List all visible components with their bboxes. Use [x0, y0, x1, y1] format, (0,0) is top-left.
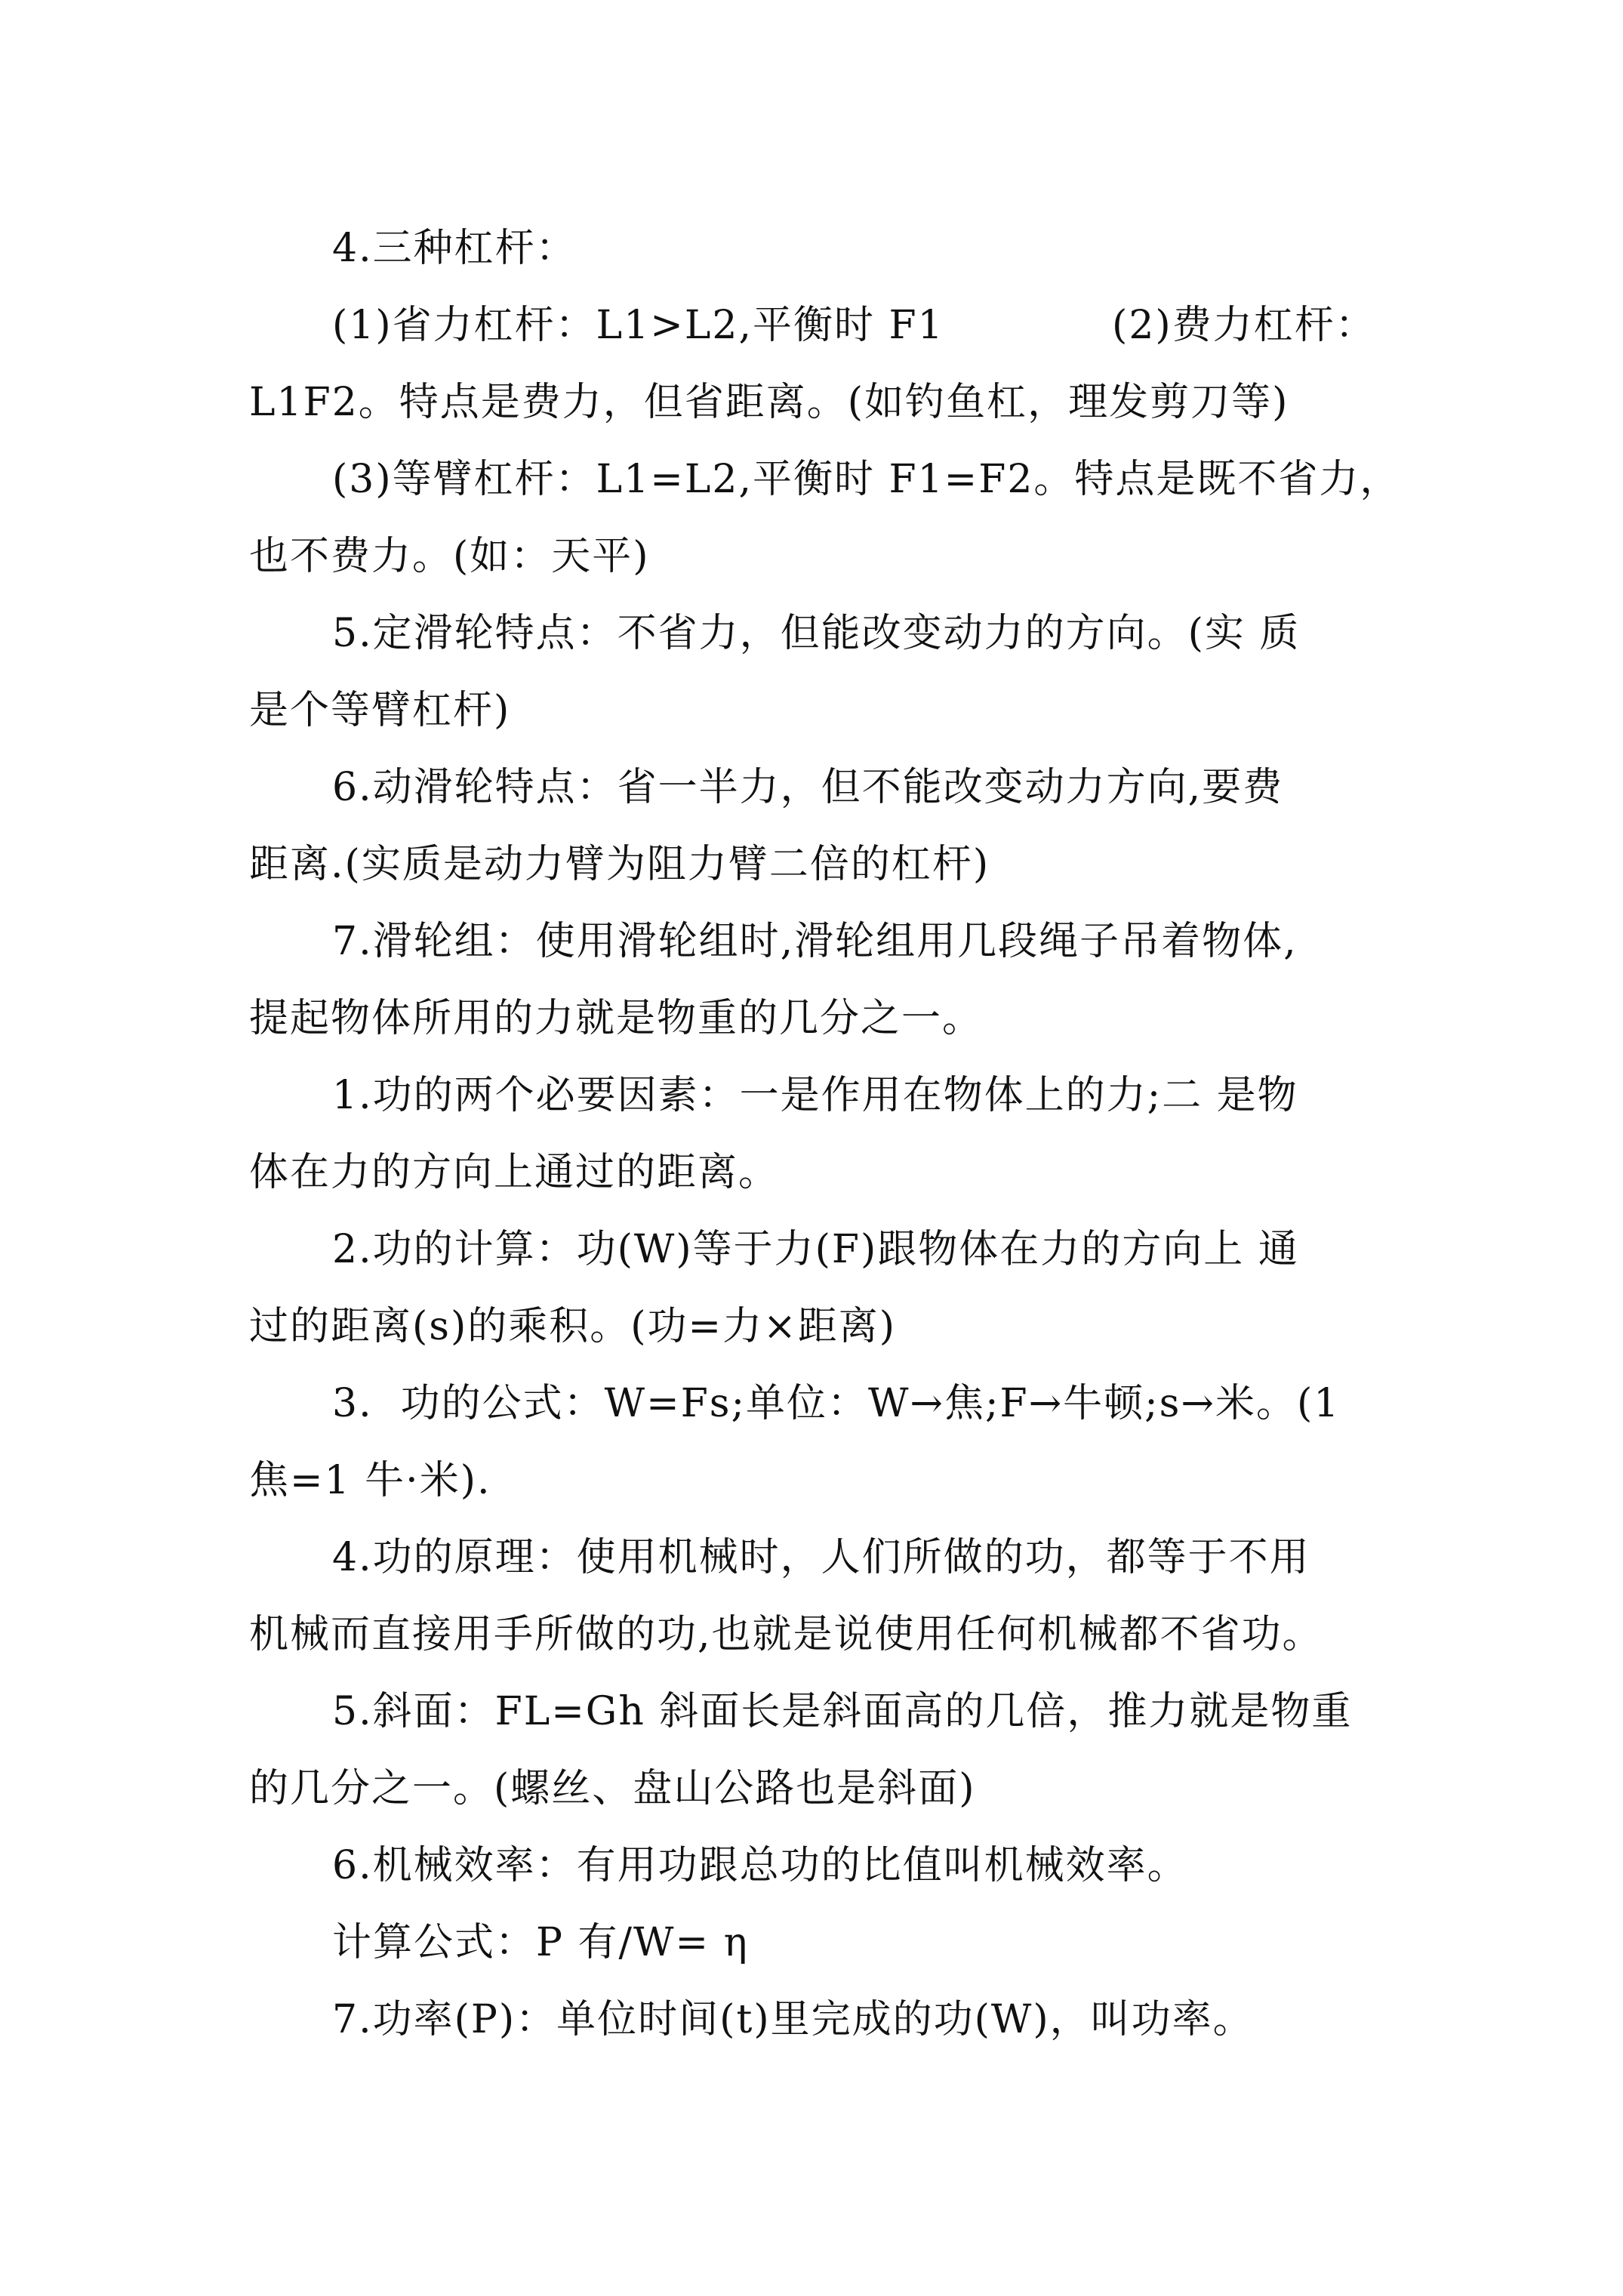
paragraph-line: (3)等臂杠杆：L1=L2,平衡时 F1=F2。特点是既不省力，	[332, 457, 1401, 502]
paragraph-line: 3. 功的公式：W=Fs;单位：W→焦;F→牛顿;s→米。(1	[332, 1381, 1341, 1426]
paragraph-line: 6.机械效率：有用功跟总功的比值叫机械效率。	[332, 1843, 1188, 1888]
paragraph-line: 距离.(实质是动力臂为阻力臂二倍的杠杆)	[249, 842, 990, 887]
paragraph-line: 5.斜面：FL=Gh 斜面长是斜面高的几倍，推力就是物重	[332, 1689, 1353, 1734]
paragraph-line: 5.定滑轮特点：不省力，但能改变动力的方向。(实 质	[332, 611, 1301, 656]
paragraph-line: 的几分之一。(螺丝、盘山公路也是斜面)	[249, 1766, 976, 1811]
paragraph-line: 焦=1 牛·米).	[249, 1458, 491, 1503]
paragraph-line: (1)省力杠杆：L1>L2,平衡时 F1 (2)费力杠杆：	[332, 303, 1376, 348]
paragraph-line: 4.功的原理：使用机械时，人们所做的功，都等于不用	[332, 1535, 1310, 1580]
paragraph-line: 提起物体所用的力就是物重的几分之一。	[249, 996, 984, 1041]
paragraph-line: 也不费力。(如：天平)	[249, 534, 650, 579]
paragraph-line: 2.功的计算：功(W)等于力(F)跟物体在力的方向上 通	[332, 1227, 1299, 1272]
document-body	[249, 210, 1404, 2058]
paragraph-line: L1F2。特点是费力，但省距离。(如钓鱼杠，理发剪刀等)	[249, 380, 1289, 425]
paragraph-line: 7.功率(P)：单位时间(t)里完成的功(W)，叫功率。	[332, 1997, 1254, 2042]
paragraph-line: 是个等臂杠杆)	[249, 688, 511, 733]
paragraph-line: 6.动滑轮特点：省一半力，但不能改变动力方向,要费	[332, 765, 1284, 810]
paragraph-line: 体在力的方向上通过的距离。	[249, 1150, 780, 1195]
paragraph-line: 4.三种杠杆：	[332, 226, 577, 271]
paragraph-line: 7.滑轮组：使用滑轮组时,滑轮组用几段绳子吊着物体,	[332, 919, 1298, 964]
paragraph-line: 机械而直接用手所做的功,也就是说使用任何机械都不省功。	[249, 1612, 1323, 1657]
paragraph-line: 计算公式：P 有/W= η	[332, 1920, 749, 1965]
paragraph-line: 过的距离(s)的乘积。(功=力×距离)	[249, 1304, 896, 1349]
paragraph-line: 1.功的两个必要因素：一是作用在物体上的力;二 是物	[332, 1073, 1298, 1118]
